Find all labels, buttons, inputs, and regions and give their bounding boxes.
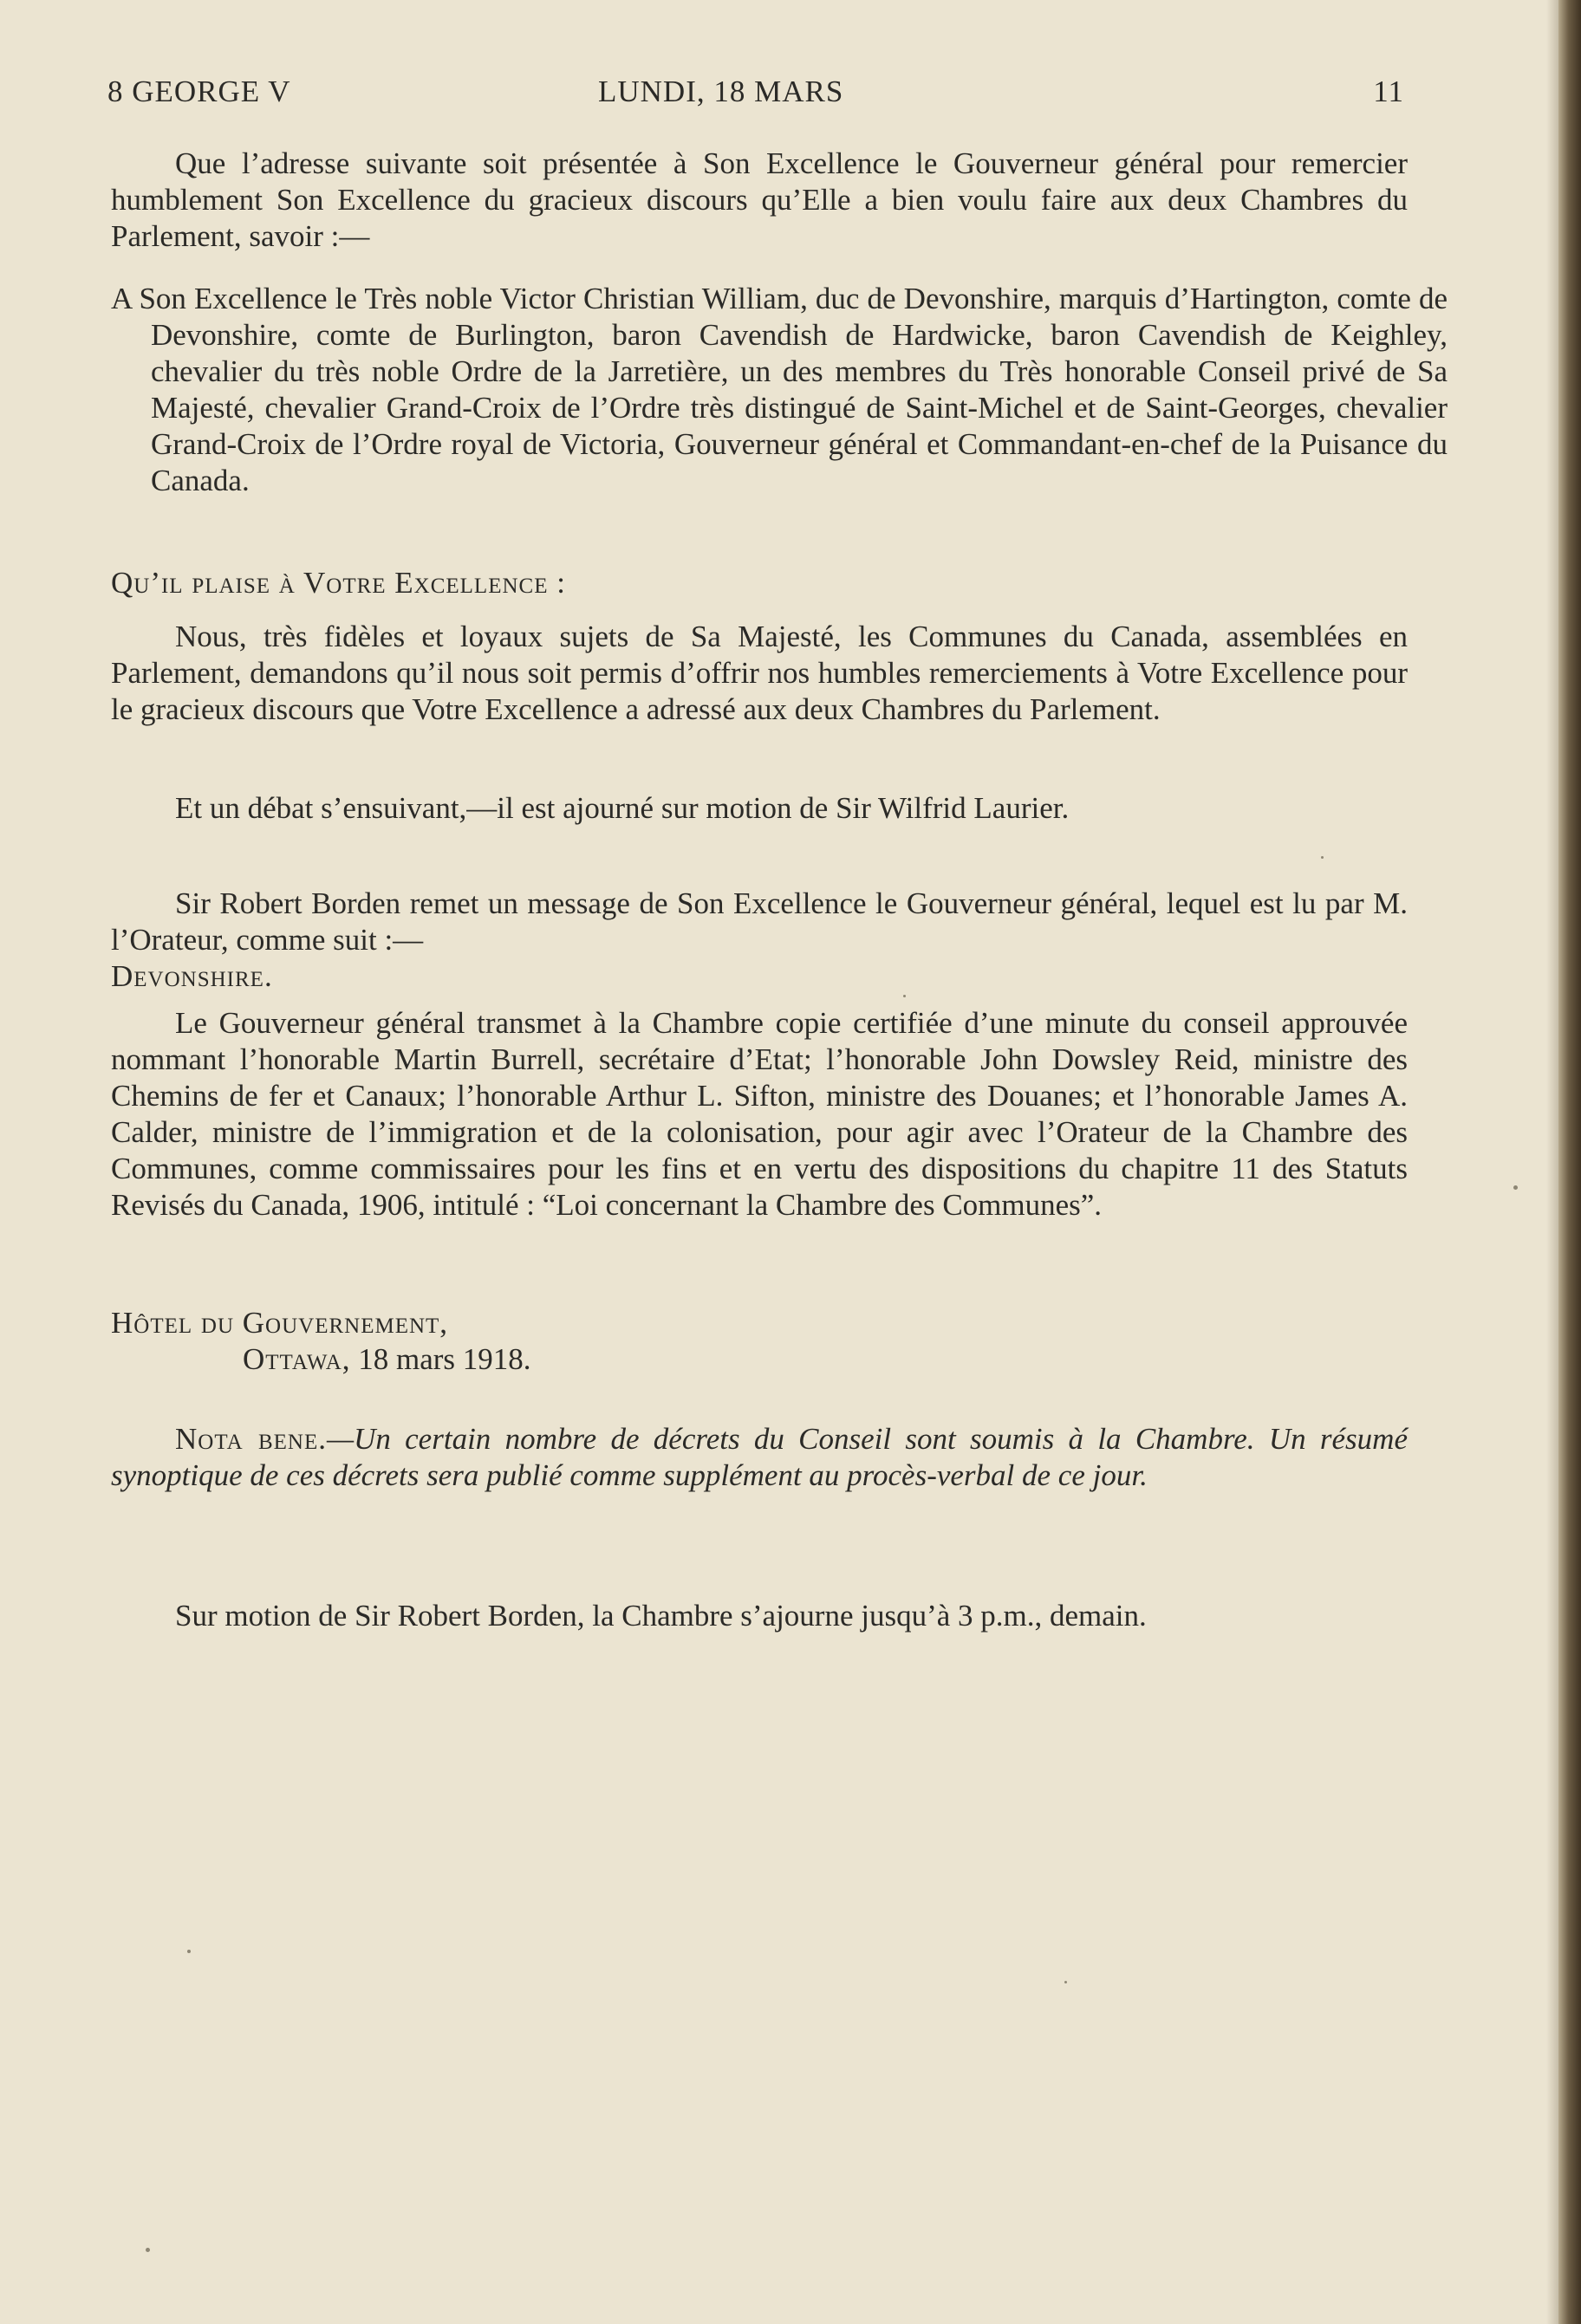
nota-bene-text: —Un certain nombre de décrets du Conseil sont soumis à la Chambre. Un résumé synoptique de ces décrets sera publié comme supplément au procès-verbal de ce jour.: [111, 1422, 1408, 1492]
paragraph-address-motion: Que l’adresse suivante soit présentée à Son Excellence le Gouverneur général pour remercier humblement Son Excellence du gracieux discours qu’Elle a bien voulu faire aux deux Chambres du Parlement, savoir :—: [111, 146, 1408, 253]
paragraph-message-content: Le Gouverneur général transmet à la Chambre copie certifiée d’une minute du conseil approuvée nommant l’honorable Martin Burrell, secrétaire d’Etat; l’honorable John Dowsley Reid, ministre des Chemins de fer et Canaux; l’honorable Arthur L. Sifton, ministre des Douanes; et l’honorable James A. Calder, ministre de l’immigration et de la colonisation, pour agir avec l’Orateur de la Chambre des Communes, comme commissaires pour les fins et en vertu des dispositions du chapitre 11 des Statuts Revisés du Canada, 1906, intitulé : “Loi concernant la Chambre des Communes”.: [111, 1006, 1408, 1222]
message-intro: Sir Robert Borden remet un message de Son Excellence le Gouverneur général, lequel est lu par M. l’Orateur, comme suit :—: [111, 886, 1408, 957]
dateline-place-date: [111, 1341, 1408, 1378]
page-number: 11: [1373, 75, 1404, 108]
dateline-date: 18 mars 1918.: [350, 1342, 531, 1376]
message-signature: Devonshire.: [111, 959, 273, 993]
paper-speck: [903, 995, 906, 997]
dateline-office: Hôtel du Gouvernement,: [111, 1306, 449, 1340]
paper-speck: [1064, 1981, 1067, 1983]
paragraph-dateline: [111, 1305, 1408, 1378]
dateline-place: Ottawa,: [243, 1342, 351, 1376]
paragraph-address-recipient: A Son Excellence le Très noble Victor Christian William, duc de Devonshire, marquis d’Hartington, comte de Devonshire, comte de Burlington, baron Cavendish de Hardwicke, baron Cavendish de Keighley, chevalier du très noble Ordre de la Jarretière, un des membres du Très honorable Conseil privé de Sa Majesté, chevalier Grand-Croix de l’Ordre très distingué de Saint-Michel et de Saint-Georges, chevalier Grand-Croix de l’Ordre royal de Victoria, Gouverneur général et Commandant-en-chef de la Puisance du Canada.: [111, 282, 1448, 497]
nota-bene-label: Nota bene.: [175, 1422, 327, 1456]
page-header: [107, 75, 1404, 114]
paragraph-nota-bene: [111, 1421, 1408, 1494]
paper-speck: [187, 1950, 191, 1953]
paragraph-debate-adjourned: Et un débat s’ensuivant,—il est ajourné sur motion de Sir Wilfrid Laurier.: [175, 791, 1070, 825]
binding-shadow: [1546, 0, 1558, 2324]
paragraph-salutation: Qu’il plaise à Votre Excellence :: [111, 566, 566, 600]
header-date: LUNDI, 18 MARS: [598, 75, 844, 108]
paper-speck: [1321, 856, 1324, 859]
book-binding: [1558, 0, 1581, 2324]
paper-speck: [146, 2248, 150, 2252]
paper-speck: [1513, 1185, 1518, 1190]
paragraph-house-adjourns: Sur motion de Sir Robert Borden, la Chambre s’ajourne jusqu’à 3 p.m., demain.: [175, 1599, 1147, 1633]
paragraph-message: [111, 886, 1408, 995]
paragraph-address-body: Nous, très fidèles et loyaux sujets de Sa Majesté, les Communes du Canada, assemblées en Parlement, demandons qu’il nous soit permis d’offrir nos humbles remerciements à Votre Excellence pour le gracieux discours que Votre Excellence a adressé aux deux Chambres du Parlement.: [111, 620, 1408, 726]
header-session: 8 GEORGE V: [107, 75, 291, 108]
